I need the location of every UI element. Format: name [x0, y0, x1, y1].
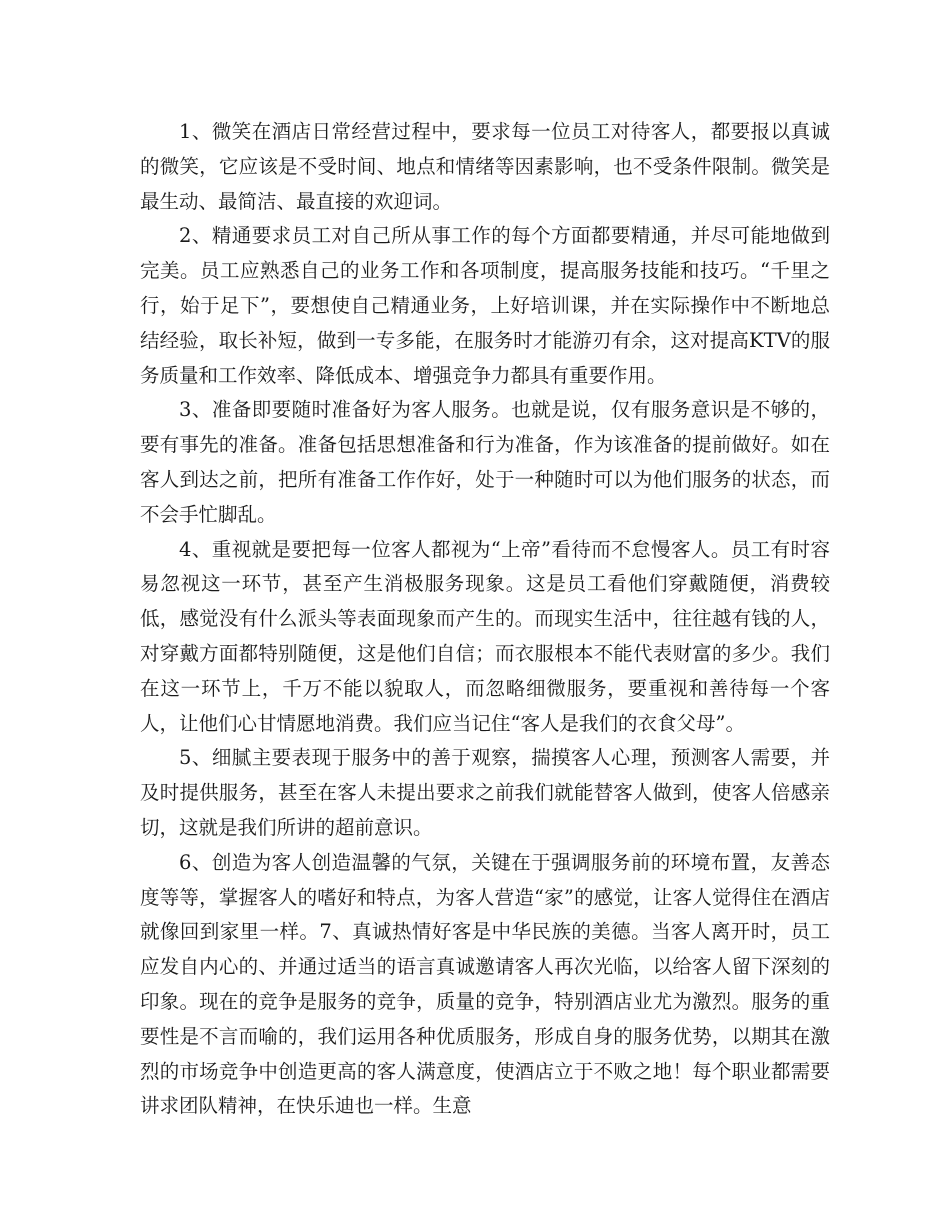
paragraph-proficiency: 2、精通要求员工对自己所从事工作的每个方面都要精通，并尽可能地做到完美。员工应熟悉自己的业务工作和各项制度，提高服务技能和技巧。“千里之行，始于足下”，要想使自己精通业务，上好培训课，并在实际操作中不断地总结经验，取长补短，做到一专多能，在服务时才能游刃有余，这对提高KTV的服务质量和工作效率、降低成本、增强竞争力都具有重要作用。 [140, 224, 830, 387]
paragraph-attention: 4、重视就是要把每一位客人都视为“上帝”看待而不怠慢客人。员工有时容易忽视这一环节，甚至产生消极服务现象。这是员工看他们穿戴随便，消费较低，感觉没有什么派头等表面现象而产生的。而现实生活中，往往越有钱的人，对穿戴方面都特别随便，这是他们自信；而衣服根本不能代表财富的多少。我们在这一环节上，千万不能以貌取人，而忽略细微服务，要重视和善待每一个客人，让他们心甘情愿地消费。我们应当记住“客人是我们的衣食父母”。 [140, 537, 830, 735]
paragraph-smile: 1、微笑在酒店日常经营过程中，要求每一位员工对待客人，都要报以真诚的微笑，它应该是不受时间、地点和情绪等因素影响，也不受条件限制。微笑是最生动、最简洁、最直接的欢迎词。 [140, 120, 830, 213]
document-body [140, 115, 830, 1124]
paragraph-attentiveness: 5、细腻主要表现于服务中的善于观察，揣摸客人心理，预测客人需要，并及时提供服务，甚至在客人未提出要求之前我们就能替客人做到，使客人倍感亲切，这就是我们所讲的超前意识。 [140, 746, 830, 839]
paragraph-preparation: 3、准备即要随时准备好为客人服务。也就是说，仅有服务意识是不够的，要有事先的准备。准备包括思想准备和行为准备，作为该准备的提前做好。如在客人到达之前，把所有准备工作作好，处于一种随时可以为他们服务的状态，而不会手忙脚乱。 [140, 398, 830, 526]
paragraph-creation-sincerity: 6、创造为客人创造温馨的气氛，关键在于强调服务前的环境布置，友善态度等等，掌握客人的嗜好和特点，为客人营造“家”的感觉，让客人觉得住在酒店就像回到家里一样。7、真诚热情好客是中华民族的美德。当客人离开时，员工应发自内心的、并通过适当的语言真诚邀请客人再次光临，以给客人留下深刻的印象。现在的竞争是服务的竞争，质量的竞争，特别酒店业尤为激烈。服务的重要性是不言而喻的，我们运用各种优质服务，形成自身的服务优势，以期其在激烈的市场竞争中创造更高的客人满意度，使酒店立于不败之地！每个职业都需要讲求团队精神，在快乐迪也一样。生意 [140, 850, 830, 1118]
